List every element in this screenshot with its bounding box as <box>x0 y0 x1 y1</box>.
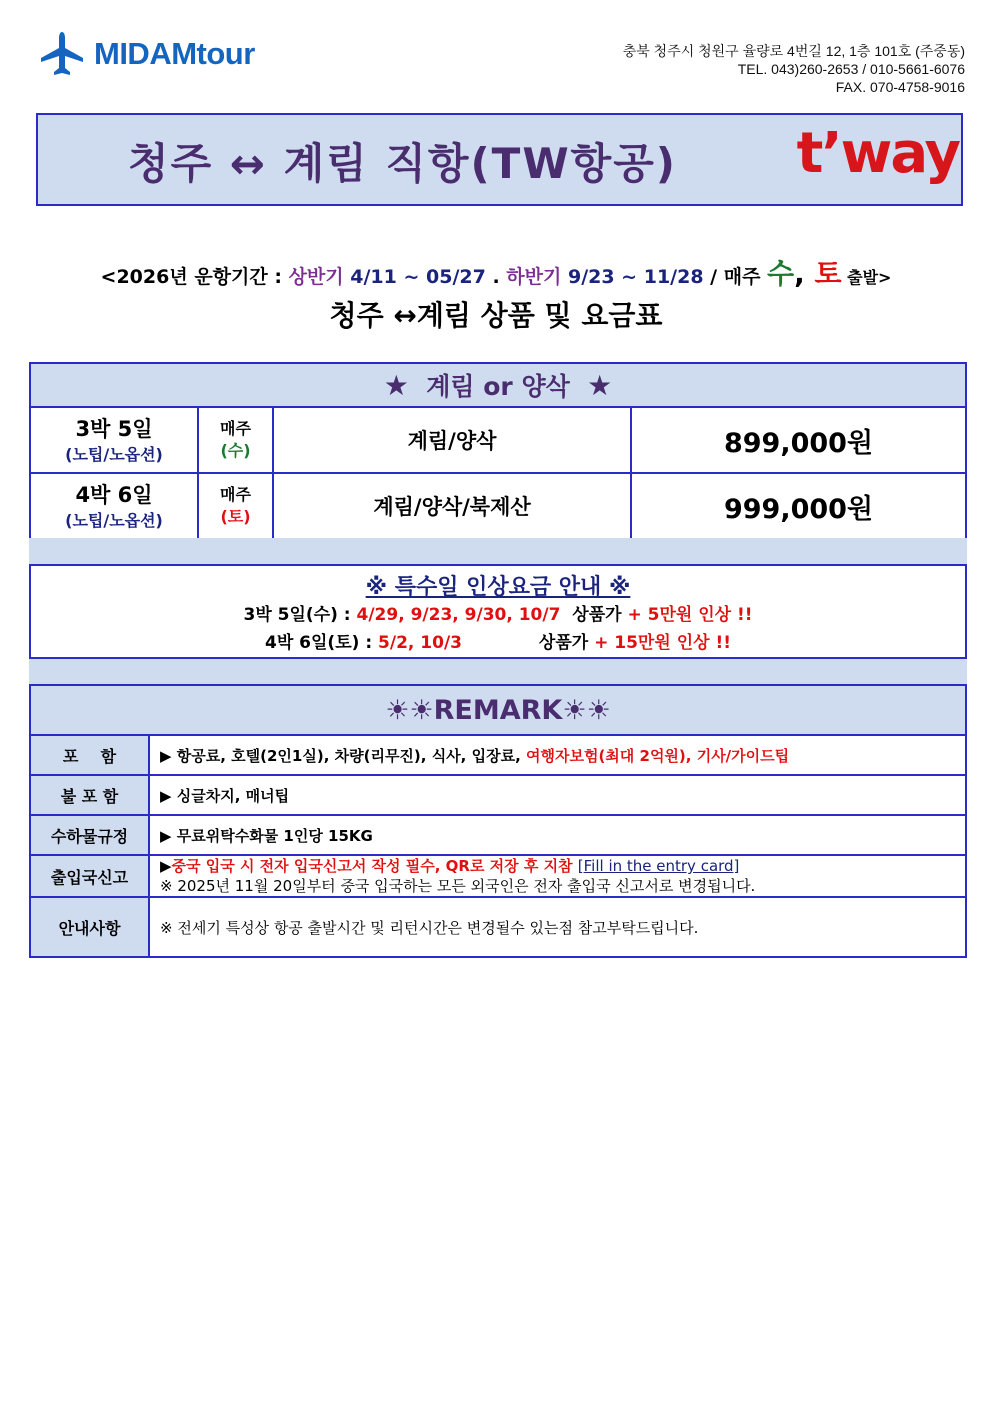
rate-mid: 상품가 <box>560 605 628 625</box>
special-rate-title: ※ 특수일 인상요금 안내 ※ <box>365 575 631 600</box>
remark-value <box>149 735 966 775</box>
day-comma: , <box>794 257 815 290</box>
entry-card-link[interactable]: [Fill in the entry card] <box>577 857 740 875</box>
period-prefix: <2026년 운항기간 : <box>100 266 289 288</box>
remark-label: 포 함 <box>30 735 149 775</box>
weekly-label: / 매주 <box>703 266 768 288</box>
departure-day-sat: 토 <box>814 257 842 290</box>
price: 999,000원 <box>631 473 966 539</box>
divider-bar <box>29 538 967 564</box>
rate-mid: 상품가 <box>461 633 595 653</box>
departure-day: (토) <box>220 507 251 526</box>
address: 충북 청주시 청원구 율량로 4번길 12, 1층 101호 (주중동) <box>622 43 965 59</box>
table-row <box>30 815 966 855</box>
day-label: 매주 <box>220 419 251 438</box>
option-note: (노팁/노옵션) <box>65 444 163 464</box>
page-title: 청주 ↔ 계림 직항(TW항공) <box>128 139 678 188</box>
remark-value: ▶중국 입국 시 전자 입국신고서 작성 필수, QR로 저장 후 지참 [Fill in the entry card] ※ 2025년 11월 20일부터 중국 입국하는 모든 외국인은 전자 출입국 신고서로 변경됩니다. <box>149 855 966 897</box>
rate-raise: + 15만원 인상 !! <box>594 633 731 653</box>
airline-logo: t’way <box>796 121 959 186</box>
operating-period <box>0 252 992 292</box>
table-row <box>30 473 966 539</box>
departure-day: (수) <box>220 441 251 460</box>
rate-label: 4박 6일(토) : <box>265 633 379 653</box>
remark-value <box>149 815 966 855</box>
special-rate-notice <box>29 564 967 659</box>
day-cell <box>198 407 273 473</box>
price-table-title: 계림 or 양삭 <box>426 372 570 401</box>
rate-dates: 5/2, 10/3 <box>378 633 462 653</box>
table-row <box>30 855 966 897</box>
logo-text: MIDAMtour <box>94 36 255 71</box>
table-row <box>30 735 966 775</box>
period-separator: . <box>485 266 507 288</box>
rate-dates: 4/29, 9/23, 9/30, 10/7 <box>356 605 561 625</box>
departure-day-wed: 수 <box>767 257 795 290</box>
second-half-label: 하반기 <box>506 266 568 288</box>
table-row <box>30 897 966 957</box>
remark-note: ※ 2025년 11월 20일부터 중국 입국하는 모든 외국인은 전자 출입국 신고서로 변경됩니다. <box>160 877 756 895</box>
first-half-dates: 4/11 ~ 05/27 <box>350 266 486 288</box>
telephone: TEL. 043)260-2653 / 010-5661-6076 <box>737 61 965 77</box>
duration-cell <box>30 407 198 473</box>
price-table <box>29 362 967 540</box>
second-half-dates: 9/23 ~ 11/28 <box>567 266 704 288</box>
star-icon: ★ <box>383 369 409 402</box>
duration-cell <box>30 473 198 539</box>
special-rate-line-2 <box>31 629 965 657</box>
rate-raise: + 5만원 인상 !! <box>627 605 753 625</box>
remark-text: ▶ 무료위탁수화물 1인당 15KG <box>160 826 373 845</box>
remark-text-red: 여행자보험(최대 2억원), 기사/가이드팁 <box>526 746 790 765</box>
duration: 4박 6일 <box>75 482 153 507</box>
price-table-header <box>30 363 966 407</box>
remark-text: ▶ 항공료, 호텔(2인1실), 차량(리무진), 식사, 입장료, <box>160 746 526 765</box>
title-banner <box>36 113 963 206</box>
remark-table <box>29 684 967 958</box>
remark-label: 출입국신고 <box>30 855 149 897</box>
remark-label: 불 포 함 <box>30 775 149 815</box>
star-icon: ★ <box>587 369 613 402</box>
remark-label: 수하물규정 <box>30 815 149 855</box>
remark-value <box>149 775 966 815</box>
page-subtitle: 청주 ↔계림 상품 및 요금표 <box>329 299 663 332</box>
fax: FAX. 070-4758-9016 <box>835 79 965 95</box>
day-cell <box>198 473 273 539</box>
rate-label: 3박 5일(수) : <box>243 605 357 625</box>
airplane-icon <box>38 30 86 78</box>
remark-text-red: 중국 입국 시 전자 입국신고서 작성 필수, QR로 저장 후 지참 <box>171 857 578 875</box>
contact-info <box>623 42 965 96</box>
price: 899,000원 <box>631 407 966 473</box>
duration: 3박 5일 <box>75 416 153 441</box>
remark-header: ☀☀REMARK☀☀ <box>30 685 966 735</box>
route: 계림/양삭 <box>273 407 631 473</box>
route: 계림/양삭/북제산 <box>273 473 631 539</box>
special-rate-line-1 <box>31 601 965 629</box>
table-row <box>30 407 966 473</box>
period-suffix: 출발> <box>841 268 892 287</box>
remark-text: ▶ 싱글차지, 매너팁 <box>160 786 290 805</box>
table-row <box>30 775 966 815</box>
remark-label: 안내사항 <box>30 897 149 957</box>
option-note: (노팁/노옵션) <box>65 510 163 530</box>
divider-bar <box>29 659 967 684</box>
first-half-label: 상반기 <box>288 266 351 288</box>
remark-value: ※ 전세기 특성상 항공 출발시간 및 리턴시간은 변경될수 있는점 참고부탁드립니다. <box>149 897 966 957</box>
day-label: 매주 <box>220 485 251 504</box>
company-logo <box>38 28 255 80</box>
